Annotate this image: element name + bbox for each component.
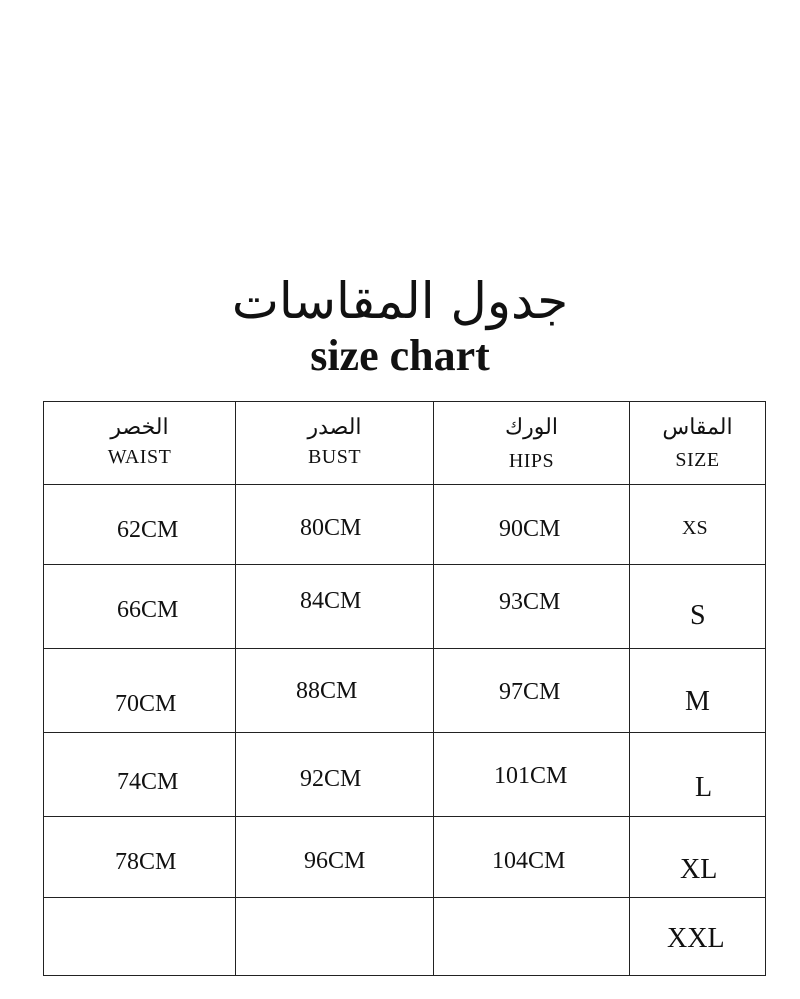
waist-value: 74CM (117, 769, 179, 795)
size-value: XL (680, 854, 718, 885)
bust-value: 96CM (304, 848, 366, 874)
header-hips-english: HIPS (508, 450, 555, 472)
table-row (44, 817, 766, 898)
hips-value: 97CM (499, 679, 561, 705)
waist-value: 66CM (117, 597, 179, 623)
title-english: size chart (310, 331, 490, 380)
header-waist-arabic: الخصر (110, 415, 169, 440)
header-waist-english: WAIST (107, 446, 172, 468)
bust-value: 80CM (300, 515, 362, 541)
header-size-english: SIZE (675, 449, 720, 471)
header-size-arabic: المقاس (662, 415, 733, 440)
waist-value: 62CM (117, 517, 179, 543)
table-row (44, 733, 766, 817)
bust-value: 84CM (300, 588, 362, 614)
bust-value: 92CM (300, 766, 362, 792)
table-row (44, 485, 766, 565)
size-chart-table (43, 401, 766, 976)
size-value: XXL (667, 923, 725, 954)
header-hips (434, 402, 630, 485)
table-row (44, 898, 766, 976)
size-value: XS (682, 517, 708, 539)
size-value: L (695, 772, 713, 803)
header-size (630, 402, 766, 485)
bust-value: 88CM (296, 678, 358, 704)
header-bust-english: BUST (307, 446, 362, 468)
header-bust-arabic: الصدر (307, 415, 362, 440)
hips-value: 93CM (499, 589, 561, 615)
hips-value: 104CM (492, 848, 566, 874)
size-value: S (690, 600, 706, 631)
header-waist (44, 402, 236, 485)
header-hips-arabic: الورك (505, 415, 558, 440)
table-row (44, 649, 766, 733)
header-row (44, 402, 766, 485)
waist-value: 70CM (115, 691, 177, 717)
hips-value: 101CM (494, 763, 568, 789)
table-row (44, 565, 766, 649)
waist-value: 78CM (115, 849, 177, 875)
size-value: M (685, 686, 710, 717)
hips-value: 90CM (499, 516, 561, 542)
title-arabic: جدول المقاسات (231, 272, 569, 330)
header-bust (236, 402, 434, 485)
